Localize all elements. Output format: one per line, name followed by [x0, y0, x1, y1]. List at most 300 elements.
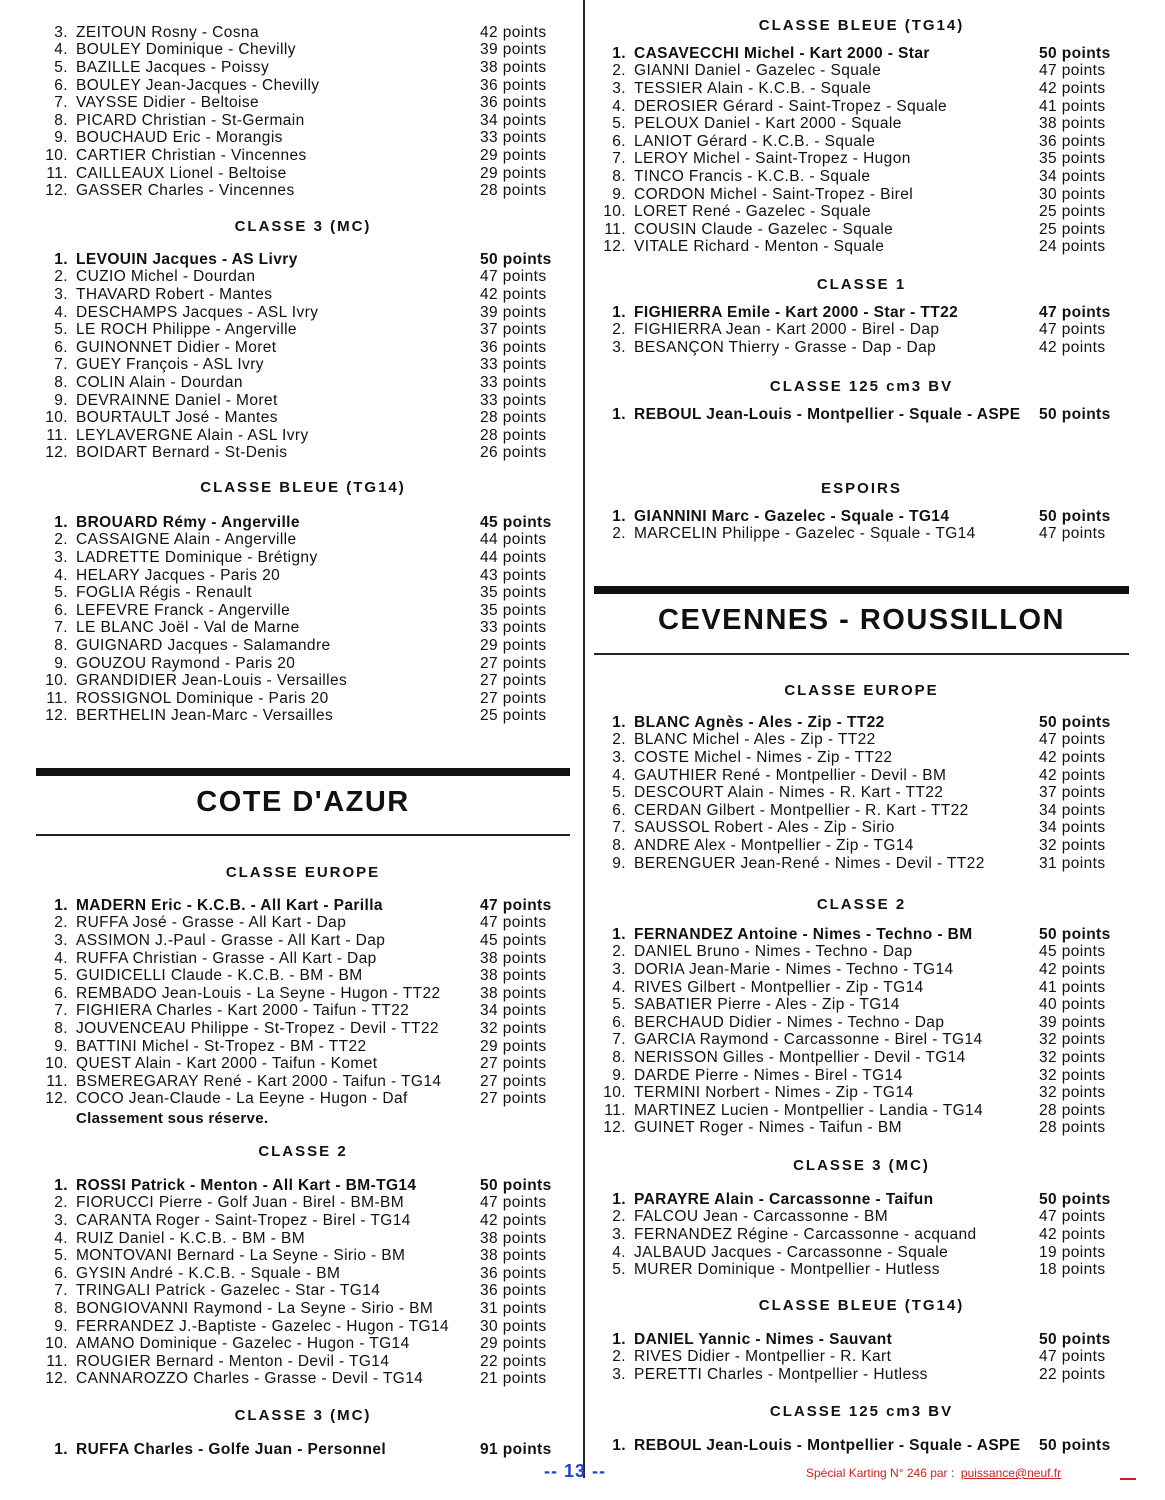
section-heading-classe-2: CLASSE 2	[816, 896, 907, 913]
rank-number: 3.	[54, 285, 68, 303]
rank-number: 5.	[612, 1261, 626, 1279]
standings-row	[36, 708, 570, 726]
standings-list-classe-bleue	[36, 514, 570, 725]
points-value: 28 points	[1039, 1101, 1106, 1119]
rank-number: 9.	[54, 129, 68, 147]
section-heading-classe-2: CLASSE 2	[258, 1143, 348, 1160]
section-heading-classe-europe: CLASSE EUROPE	[225, 864, 381, 881]
standings-row	[36, 251, 570, 269]
points-value: 22 points	[1039, 1365, 1106, 1383]
footer-underscore-mark	[1120, 1478, 1136, 1480]
rank-number: 4.	[54, 303, 68, 321]
rank-number: 7.	[612, 819, 626, 837]
points-value: 47 points	[1039, 62, 1106, 80]
standings-row	[594, 802, 1129, 820]
driver-entry: BESANÇON Thierry - Grasse - Dap - Dap	[634, 338, 937, 356]
rank-number: 9.	[54, 654, 68, 672]
points-value: 21 points	[480, 1370, 547, 1388]
driver-entry: PARAYRE Alain - Carcassonne - Taifun	[634, 1190, 934, 1208]
rank-number: 8.	[612, 836, 626, 854]
footer-credit	[806, 1466, 1061, 1480]
rank-number: 4.	[54, 41, 68, 59]
rank-number: 6.	[612, 132, 626, 150]
driver-entry: MURER Dominique - Montpellier - Hutless	[634, 1261, 940, 1279]
standings-row	[36, 147, 570, 165]
driver-entry: CARTIER Christian - Vincennes	[76, 146, 307, 164]
standings-row	[594, 961, 1129, 979]
driver-entry: RUIZ Daniel - K.C.B. - BM - BM	[76, 1229, 306, 1247]
rank-number: 3.	[612, 338, 626, 356]
points-value: 42 points	[1039, 960, 1106, 978]
driver-entry: FERNANDEZ Régine - Carcassonne - acquand	[634, 1225, 977, 1243]
standings-row	[36, 1300, 570, 1318]
rank-number: 10.	[45, 146, 68, 164]
points-value: 45 points	[480, 931, 547, 949]
points-value: 47 points	[1039, 303, 1111, 321]
points-value: 50 points	[1039, 1330, 1111, 1348]
driver-entry: GAUTHIER René - Montpellier - Devil - BM	[634, 766, 947, 784]
rank-number: 11.	[46, 164, 68, 182]
rank-number: 8.	[54, 111, 68, 129]
standings-row	[36, 1371, 570, 1389]
driver-entry: THAVARD Robert - Mantes	[76, 285, 273, 303]
rank-number: 10.	[603, 203, 626, 221]
standings-row	[36, 1353, 570, 1371]
standings-row	[594, 186, 1129, 204]
standings-row	[36, 445, 570, 463]
rank-number: 3.	[612, 960, 626, 978]
points-value: 28 points	[480, 409, 547, 427]
driver-entry: LEYLAVERGNE Alain - ASL Ivry	[76, 426, 309, 444]
points-value: 29 points	[480, 164, 547, 182]
rank-number: 10.	[45, 409, 68, 427]
points-value: 42 points	[1039, 338, 1106, 356]
driver-entry: CANNAROZZO Charles - Grasse - Devil - TG14	[76, 1370, 424, 1388]
standings-list-classe-3-second	[36, 1441, 570, 1459]
standings-row	[594, 1244, 1129, 1262]
driver-entry: AMANO Dominique - Gazelec - Hugon - TG14	[76, 1335, 410, 1353]
rank-number: 3.	[54, 1211, 68, 1229]
driver-entry: LANIOT Gérard - K.C.B. - Squale	[634, 132, 876, 150]
standings-row	[594, 406, 1129, 424]
standings-row	[36, 286, 570, 304]
region-title-cote-dazur: COTE D'AZUR	[196, 786, 410, 818]
driver-entry: COCO Jean-Claude - La Eeyne - Hugon - Daf	[76, 1090, 408, 1108]
driver-entry: SABATIER Pierre - Ales - Zip - TG14	[634, 996, 900, 1014]
driver-entry: RIVES Gilbert - Montpellier - Zip - TG14	[634, 978, 924, 996]
page-number: -- 13 --	[544, 1461, 606, 1481]
standings-row	[594, 749, 1129, 767]
driver-entry: FIORUCCI Pierre - Golf Juan - Birel - BM-BM	[76, 1194, 405, 1212]
driver-entry: COUSIN Claude - Gazelec - Squale	[634, 220, 894, 238]
points-value: 47 points	[1039, 1208, 1106, 1226]
standings-row	[594, 1014, 1129, 1032]
standings-row	[36, 655, 570, 673]
points-value: 30 points	[1039, 185, 1106, 203]
driver-entry: LEFEVRE Franck - Angerville	[76, 601, 291, 619]
rank-number: 6.	[54, 76, 68, 94]
points-value: 33 points	[480, 356, 547, 374]
points-value: 36 points	[1039, 132, 1106, 150]
rank-number: 12.	[603, 238, 626, 256]
standings-row	[594, 1120, 1129, 1138]
rank-number: 10.	[45, 1055, 68, 1073]
standings-row	[594, 1349, 1129, 1367]
points-value: 44 points	[480, 548, 547, 566]
driver-entry: DANIEL Yannic - Nimes - Sauvant	[634, 1330, 893, 1348]
rank-number: 4.	[612, 1243, 626, 1261]
points-value: 42 points	[480, 285, 547, 303]
rank-number: 11.	[604, 220, 626, 238]
standings-row	[594, 1191, 1129, 1209]
standings-row	[36, 409, 570, 427]
rank-number: 8.	[54, 1299, 68, 1317]
driver-entry: ROUGIER Bernard - Menton - Devil - TG14	[76, 1352, 390, 1370]
standings-row	[36, 672, 570, 690]
rank-number: 1.	[612, 405, 626, 423]
points-value: 27 points	[480, 689, 547, 707]
standings-row	[36, 357, 570, 375]
points-value: 47 points	[1039, 525, 1106, 543]
region-underline	[36, 834, 570, 836]
rank-number: 7.	[612, 150, 626, 168]
rank-number: 6.	[54, 984, 68, 1002]
driver-entry: HELARY Jacques - Paris 20	[76, 566, 281, 584]
rank-number: 1.	[612, 44, 626, 62]
standings-row	[36, 514, 570, 532]
standings-row	[36, 374, 570, 392]
standings-row	[36, 1038, 570, 1056]
driver-entry: DESCHAMPS Jacques - ASL Ivry	[76, 303, 319, 321]
points-value: 38 points	[480, 967, 547, 985]
section-heading-classe-bleue-second: CLASSE BLEUE (TG14)	[758, 1297, 965, 1314]
driver-entry: REBOUL Jean-Louis - Montpellier - Squale - ASPE	[634, 405, 1021, 423]
rank-number: 1.	[612, 303, 626, 321]
standings-row	[36, 1265, 570, 1283]
standings-list-classe-125	[594, 406, 1129, 424]
points-value: 45 points	[480, 513, 552, 531]
rank-number: 4.	[612, 978, 626, 996]
section-heading-classe-3-second: CLASSE 3 (MC)	[234, 1407, 372, 1424]
rank-number: 7.	[54, 1002, 68, 1020]
rank-number: 3.	[612, 79, 626, 97]
driver-entry: NERISSON Gilles - Montpellier - Devil - TG14	[634, 1048, 966, 1066]
points-value: 31 points	[1039, 854, 1106, 872]
rank-number: 2.	[612, 1348, 626, 1366]
rank-number: 1.	[612, 1190, 626, 1208]
driver-entry: BAZILLE Jacques - Poissy	[76, 58, 270, 76]
points-value: 39 points	[480, 303, 547, 321]
driver-entry: MONTOVANI Bernard - La Seyne - Sirio - BM	[76, 1247, 406, 1265]
points-value: 34 points	[480, 1002, 547, 1020]
points-value: 33 points	[480, 619, 547, 637]
standings-row	[36, 567, 570, 585]
driver-entry: RUFFA José - Grasse - All Kart - Dap	[76, 914, 347, 932]
rank-number: 4.	[54, 566, 68, 584]
points-value: 35 points	[480, 584, 547, 602]
rank-number: 2.	[54, 914, 68, 932]
driver-entry: MADERN Eric - K.C.B. - All Kart - Parilla	[76, 896, 383, 914]
rank-number: 9.	[54, 1317, 68, 1335]
standings-row	[594, 322, 1129, 340]
rank-number: 8.	[54, 373, 68, 391]
rank-number: 5.	[54, 321, 68, 339]
rank-number: 12.	[45, 1370, 68, 1388]
driver-entry: DEROSIER Gérard - Saint-Tropez - Squale	[634, 97, 948, 115]
rank-number: 1.	[612, 507, 626, 525]
rank-number: 1.	[54, 896, 68, 914]
points-value: 40 points	[1039, 996, 1106, 1014]
rank-number: 3.	[54, 548, 68, 566]
driver-entry: GUINET Roger - Nimes - Taifun - BM	[634, 1119, 902, 1137]
rank-number: 12.	[45, 1090, 68, 1108]
section-heading-classe-europe: CLASSE EUROPE	[784, 682, 939, 699]
driver-entry: GIANNINI Marc - Gazelec - Squale - TG14	[634, 507, 950, 525]
points-value: 36 points	[480, 1282, 547, 1300]
points-value: 50 points	[1039, 507, 1111, 525]
points-value: 28 points	[480, 182, 547, 200]
driver-entry: GYSIN André - K.C.B. - Squale - BM	[76, 1264, 341, 1282]
rank-number: 9.	[612, 1066, 626, 1084]
driver-entry: GUINONNET Didier - Moret	[76, 338, 277, 356]
driver-entry: PERETTI Charles - Montpellier - Hutless	[634, 1365, 928, 1383]
section-heading-classe-bleue: CLASSE BLEUE (TG14)	[200, 479, 406, 496]
standings-row	[594, 1437, 1129, 1455]
driver-entry: GUEY François - ASL Ivry	[76, 356, 264, 374]
driver-entry: DORIA Jean-Marie - Nimes - Techno - TG14	[634, 960, 954, 978]
driver-entry: GIANNI Daniel - Gazelec - Squale	[634, 62, 882, 80]
rank-number: 6.	[54, 338, 68, 356]
driver-entry: BERENGUER Jean-René - Nimes - Devil - TT22	[634, 854, 985, 872]
standings-row	[594, 996, 1129, 1014]
points-value: 35 points	[1039, 150, 1106, 168]
points-value: 27 points	[480, 1072, 547, 1090]
points-value: 32 points	[1039, 1048, 1106, 1066]
points-value: 50 points	[1039, 1436, 1111, 1454]
rank-number: 2.	[54, 268, 68, 286]
standings-row	[594, 239, 1129, 257]
driver-entry: BATTINI Michel - St-Tropez - BM - TT22	[76, 1037, 367, 1055]
standings-row	[36, 1247, 570, 1265]
standings-list-classe-3	[36, 251, 570, 462]
rank-number: 2.	[612, 525, 626, 543]
standings-row	[36, 637, 570, 655]
standings-row	[36, 932, 570, 950]
standings-row	[594, 979, 1129, 997]
rank-number: 2.	[612, 321, 626, 339]
standings-row	[594, 304, 1129, 322]
driver-entry: BLANC Agnès - Ales - Zip - TT22	[634, 713, 885, 731]
rank-number: 7.	[54, 1282, 68, 1300]
driver-entry: ZEITOUN Rosny - Cosna	[76, 23, 259, 41]
points-value: 24 points	[1039, 238, 1106, 256]
rank-number: 12.	[45, 707, 68, 725]
standings-row	[594, 221, 1129, 239]
standings-row	[594, 926, 1129, 944]
points-value: 44 points	[480, 531, 547, 549]
section-heading-classe-bleue: CLASSE BLEUE (TG14)	[758, 17, 965, 34]
points-value: 31 points	[480, 1299, 547, 1317]
standings-row	[594, 115, 1129, 133]
driver-entry: COSTE Michel - Nimes - Zip - TT22	[634, 748, 893, 766]
standings-row	[594, 63, 1129, 81]
driver-entry: TINCO Francis - K.C.B. - Squale	[634, 167, 871, 185]
rank-number: 1.	[54, 1176, 68, 1194]
standings-row	[36, 1283, 570, 1301]
points-value: 22 points	[480, 1352, 547, 1370]
driver-entry: CARANTA Roger - Saint-Tropez - Birel - TG14	[76, 1211, 411, 1229]
rank-number: 3.	[612, 1365, 626, 1383]
driver-entry: SAUSSOL Robert - Ales - Zip - Sirio	[634, 819, 895, 837]
standings-row	[36, 182, 570, 200]
points-value: 47 points	[480, 914, 547, 932]
points-value: 32 points	[1039, 1066, 1106, 1084]
region-underline	[594, 653, 1129, 655]
standings-row	[594, 1226, 1129, 1244]
rank-number: 7.	[54, 94, 68, 112]
points-value: 26 points	[480, 444, 547, 462]
points-value: 28 points	[1039, 1119, 1106, 1137]
region-separator-bar	[36, 768, 570, 776]
driver-entry: LE BLANC Joël - Val de Marne	[76, 619, 300, 637]
rank-number: 8.	[612, 167, 626, 185]
rank-number: 10.	[45, 672, 68, 690]
standings-row	[594, 1261, 1129, 1279]
points-value: 34 points	[480, 111, 547, 129]
driver-entry: TRINGALI Patrick - Gazelec - Star - TG14	[76, 1282, 381, 1300]
driver-entry: PELOUX Daniel - Kart 2000 - Squale	[634, 115, 902, 133]
standings-row	[594, 1366, 1129, 1384]
standings-row	[594, 168, 1129, 186]
points-value: 28 points	[480, 426, 547, 444]
standings-row	[36, 304, 570, 322]
driver-entry: DARDE Pierre - Nimes - Birel - TG14	[634, 1066, 903, 1084]
standings-row	[36, 950, 570, 968]
driver-entry: LADRETTE Dominique - Brétigny	[76, 548, 318, 566]
rank-number: 1.	[612, 1330, 626, 1348]
points-value: 47 points	[1039, 1348, 1106, 1366]
driver-entry: CORDON Michel - Saint-Tropez - Birel	[634, 185, 914, 203]
section-heading-classe-1: CLASSE 1	[816, 276, 907, 293]
standings-row	[36, 321, 570, 339]
points-value: 25 points	[1039, 203, 1106, 221]
driver-entry: CAILLEAUX Lionel - Beltoise	[76, 164, 287, 182]
standings-row	[36, 165, 570, 183]
points-value: 32 points	[1039, 1031, 1106, 1049]
rank-number: 12.	[603, 1119, 626, 1137]
standings-row	[36, 602, 570, 620]
footer-email-link[interactable]: puissance@neuf.fr	[960, 1466, 1062, 1480]
standings-list-classe-bleue-second	[594, 1331, 1129, 1384]
driver-entry: CASSAIGNE Alain - Angerville	[76, 531, 297, 549]
standings-note: Classement sous réserve.	[76, 1110, 269, 1127]
points-value: 91 points	[480, 1440, 552, 1458]
standings-row	[594, 98, 1129, 116]
standings-list-classe-europe	[594, 714, 1129, 872]
points-value: 36 points	[480, 76, 547, 94]
standings-row	[36, 77, 570, 95]
driver-entry: BSMEREGARAY René - Kart 2000 - Taifun - TG14	[76, 1072, 442, 1090]
section-heading-classe-125: CLASSE 125 cm3 BV	[769, 378, 954, 395]
points-value: 42 points	[480, 1211, 547, 1229]
driver-entry: LEVOUIN Jacques - AS Livry	[76, 250, 298, 268]
points-value: 42 points	[1039, 79, 1106, 97]
rank-number: 11.	[46, 689, 68, 707]
standings-row	[36, 1335, 570, 1353]
driver-entry: LEROY Michel - Saint-Tropez - Hugon	[634, 150, 911, 168]
rank-number: 1.	[612, 713, 626, 731]
points-value: 39 points	[1039, 1013, 1106, 1031]
points-value: 34 points	[1039, 819, 1106, 837]
points-value: 33 points	[480, 129, 547, 147]
rank-number: 2.	[54, 1194, 68, 1212]
driver-entry: FERRANDEZ J.-Baptiste - Gazelec - Hugon - TG14	[76, 1317, 450, 1335]
rank-number: 10.	[603, 1084, 626, 1102]
standings-list-classe-bleue	[594, 45, 1129, 256]
rank-number: 1.	[612, 1436, 626, 1454]
points-value: 39 points	[480, 41, 547, 59]
standings-row	[594, 732, 1129, 750]
standings-row	[594, 1032, 1129, 1050]
standings-row	[594, 855, 1129, 873]
driver-entry: FALCOU Jean - Carcassonne - BM	[634, 1208, 889, 1226]
rank-number: 11.	[604, 1101, 626, 1119]
driver-entry: CUZIO Michel - Dourdan	[76, 268, 256, 286]
standings-row	[36, 94, 570, 112]
standings-row	[36, 1003, 570, 1021]
rank-number: 5.	[612, 115, 626, 133]
rank-number: 9.	[612, 185, 626, 203]
points-value: 29 points	[480, 1335, 547, 1353]
rank-number: 3.	[612, 1225, 626, 1243]
driver-entry: RIVES Didier - Montpellier - R. Kart	[634, 1348, 892, 1366]
driver-entry: BOULEY Jean-Jacques - Chevilly	[76, 76, 320, 94]
driver-entry: FERNANDEZ Antoine - Nimes - Techno - BM	[634, 925, 973, 943]
standings-row	[594, 339, 1129, 357]
standings-row	[594, 133, 1129, 151]
section-heading-espoirs: ESPOIRS	[821, 480, 902, 497]
standings-row	[36, 24, 570, 42]
standings-row	[36, 392, 570, 410]
driver-entry: FIGHIERRA Jean - Kart 2000 - Birel - Dap	[634, 321, 940, 339]
rank-number: 2.	[54, 531, 68, 549]
standings-row	[594, 508, 1129, 526]
rank-number: 5.	[54, 58, 68, 76]
driver-entry: TESSIER Alain - K.C.B. - Squale	[634, 79, 872, 97]
standings-row	[36, 1073, 570, 1091]
points-value: 42 points	[480, 23, 547, 41]
points-value: 37 points	[1039, 784, 1106, 802]
standings-list-continued	[36, 24, 570, 200]
standings-row	[594, 820, 1129, 838]
rank-number: 12.	[45, 444, 68, 462]
driver-entry: GRANDIDIER Jean-Louis - Versailles	[76, 672, 348, 690]
rank-number: 11.	[46, 426, 68, 444]
rank-number: 12.	[45, 182, 68, 200]
standings-list-classe-europe	[36, 897, 570, 1108]
standings-row	[594, 767, 1129, 785]
rank-number: 5.	[612, 784, 626, 802]
standings-row	[36, 269, 570, 287]
points-value: 50 points	[1039, 713, 1111, 731]
driver-entry: ANDRE Alex - Montpellier - Zip - TG14	[634, 836, 914, 854]
driver-entry: CASAVECCHI Michel - Kart 2000 - Star	[634, 44, 930, 62]
standings-row	[36, 1020, 570, 1038]
points-value: 29 points	[480, 1037, 547, 1055]
driver-entry: MARCELIN Philippe - Gazelec - Squale - TG14	[634, 525, 976, 543]
standings-row	[36, 1230, 570, 1248]
points-value: 50 points	[480, 250, 552, 268]
